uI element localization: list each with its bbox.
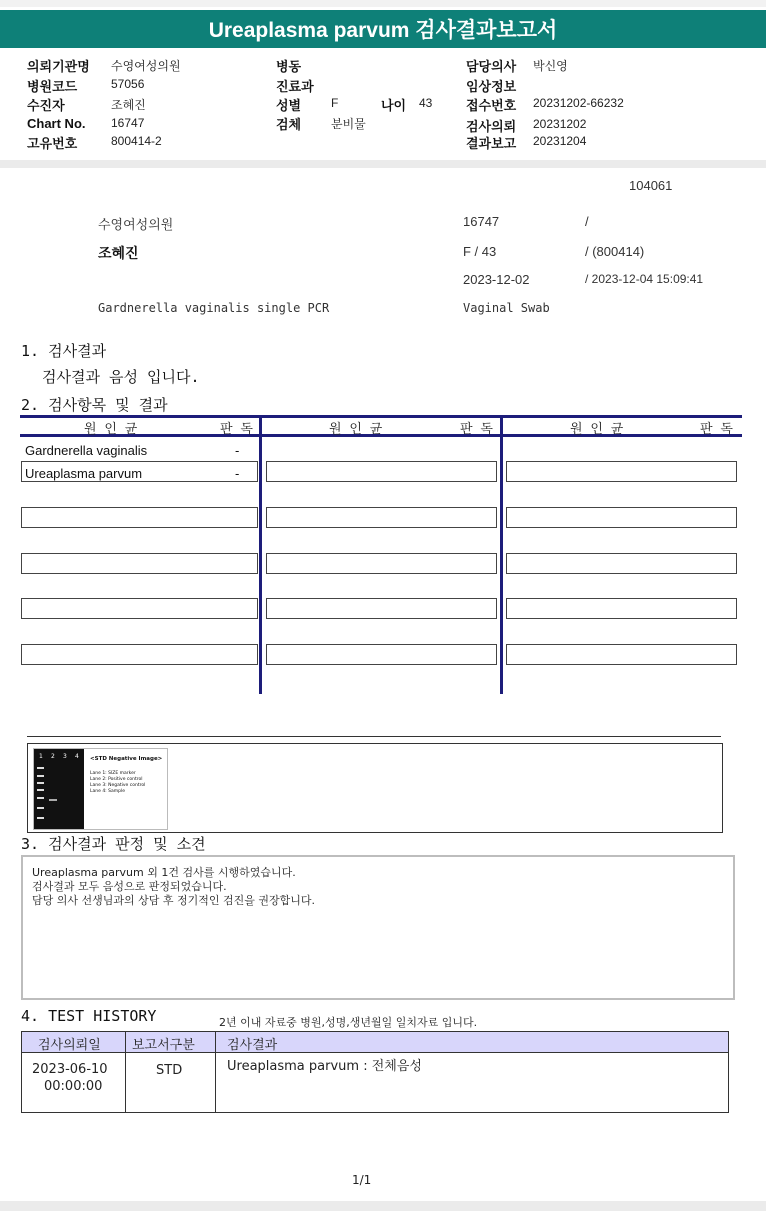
doctor-value: 박신영 [533,59,568,73]
report-title: Ureaplasma parvum 검사결과보고서 [0,10,766,48]
pb-hospital: 수영여성의원 [98,217,174,232]
gel-image [33,748,168,830]
gel-band [37,782,44,784]
result-row-judgment: - [235,466,240,481]
gel-band [37,807,44,809]
history-time: 00:00:00 [44,1079,103,1094]
result-cell-box [266,507,497,528]
col1-pathogen-header: 원 인 균 [84,422,138,437]
opinion-line: 담당 의사 선생님과의 상담 후 정기적인 검진을 권장합니다. [32,894,315,907]
grid-divider-2 [500,415,503,694]
pb-specimen: Vaginal Swab [463,301,550,315]
pb-sex-age: F / 43 [463,244,497,259]
chart-value: 16747 [111,116,145,130]
history-date: 2023-06-10 [32,1062,108,1077]
age-label: 나이 [381,98,407,113]
image-top-rule [27,736,721,737]
dept-label: 진료과 [276,79,314,94]
result-cell-box [506,553,737,574]
uid-value: 800414-2 [111,134,162,148]
footer-strip [0,1201,766,1211]
col1-judgment-header: 판 독 [220,422,253,437]
history-col-divider [125,1032,126,1112]
col2-pathogen-header: 원 인 균 [329,422,383,437]
pb-name: 조혜진 [98,245,139,261]
opinion-line: 검사결과 모두 음성으로 판정되었습니다. [32,880,227,893]
result-cell-box [21,598,258,619]
patient-label: 수진자 [27,98,65,113]
col3-pathogen-header: 원 인 균 [570,422,624,437]
chart-label: Chart No. [27,116,86,131]
result-cell-box [506,644,737,665]
result-row-pathogen: Gardnerella vaginalis [25,443,148,458]
gel-legend-item: Lane 3: Negative control [90,783,146,788]
gel-band [37,775,44,777]
history-col-header: 검사결과 [227,1038,278,1053]
history-result: Ureaplasma parvum : 전체음성 [227,1059,422,1074]
sex-value: F [331,96,339,110]
report-number: 104061 [629,178,673,193]
gel-legend-item: Lane 1: SIZE marker [90,771,136,776]
history-col-header: 검사의뢰일 [38,1038,101,1053]
lane-number: 3 [63,753,67,760]
pb-report-datetime: / 2023-12-04 15:09:41 [585,272,704,286]
specimen-label: 검체 [276,117,302,132]
gel-band [49,799,57,801]
pb-chart: 16747 [463,214,500,229]
gel-band [37,797,44,799]
header-separator [0,160,766,168]
section3-heading: 3. 검사결과 판정 및 소견 [21,835,206,853]
code-value: 57056 [111,77,145,91]
top-strip [0,0,766,7]
grid-divider-1 [259,415,262,694]
result-cell-box [266,461,497,482]
hospital-value: 수영여성의원 [111,59,181,73]
gel-band [37,817,44,819]
section2-heading: 2. 검사항목 및 결과 [21,396,168,414]
result-cell-box [21,507,258,528]
result-cell-box [21,553,258,574]
gel-title: <STD Negative Image> [90,756,163,762]
result-cell-box [506,461,737,482]
gel-photo [34,749,84,829]
history-col-divider [215,1032,216,1112]
reception-label: 접수번호 [466,98,517,113]
result-row-judgment: - [235,443,240,458]
uid-label: 고유번호 [27,136,78,151]
pb-birth: / (800414) [585,244,645,259]
result-cell-box [266,598,497,619]
clinical-label: 임상정보 [466,79,517,94]
history-header-row [22,1032,728,1053]
gel-legend-item: Lane 2: Positive control [90,777,143,782]
result-label: 결과보고 [466,136,517,151]
specimen-value: 분비물 [331,117,366,131]
page-number: 1/1 [352,1173,372,1187]
result-cell-box [21,644,258,665]
result-row-pathogen: Ureaplasma parvum [25,466,143,481]
section4-heading: 4. TEST HISTORY [21,1007,157,1025]
doctor-label: 담당의사 [466,59,517,74]
col3-judgment-header: 판 독 [700,422,733,437]
age-value: 43 [419,96,433,110]
section1-text: 검사결과 음성 입니다. [42,368,200,386]
reception-value: 20231202-66232 [533,96,624,110]
opinion-box [21,855,735,1000]
opinion-line: Ureaplasma parvum 외 1건 검사를 시행하였습니다. [32,866,296,879]
result-cell-box [266,644,497,665]
gel-legend-item: Lane 4: Sample [90,789,125,794]
section1-heading: 1. 검사결과 [21,342,107,360]
history-col-header: 보고서구분 [132,1038,195,1053]
lane-number: 1 [39,753,43,760]
result-value: 20231204 [533,134,587,148]
request-label: 검사의뢰 [466,119,517,134]
patient-value: 조혜진 [111,98,146,112]
lane-number: 2 [51,753,55,760]
sex-label: 성별 [276,98,302,113]
pb-slash: / [585,214,589,229]
col2-judgment-header: 판 독 [460,422,493,437]
result-cell-box [506,598,737,619]
history-type: STD [156,1063,183,1078]
gel-band [37,789,44,791]
result-cell-box [506,507,737,528]
history-note: 2년 이내 자료중 병원,성명,생년월일 일치자료 입니다. [219,1016,478,1029]
result-cell-box [266,553,497,574]
pb-request-date: 2023-12-02 [463,272,530,287]
pb-test-name: Gardnerella vaginalis single PCR [98,301,330,315]
ward-label: 병동 [276,59,302,74]
gel-image-box [27,743,723,833]
history-table [21,1031,729,1113]
code-label: 병원코드 [27,79,78,94]
gel-band [37,767,44,769]
hospital-label: 의뢰기관명 [27,59,90,74]
lane-number: 4 [75,753,79,760]
request-value: 20231202 [533,117,587,131]
